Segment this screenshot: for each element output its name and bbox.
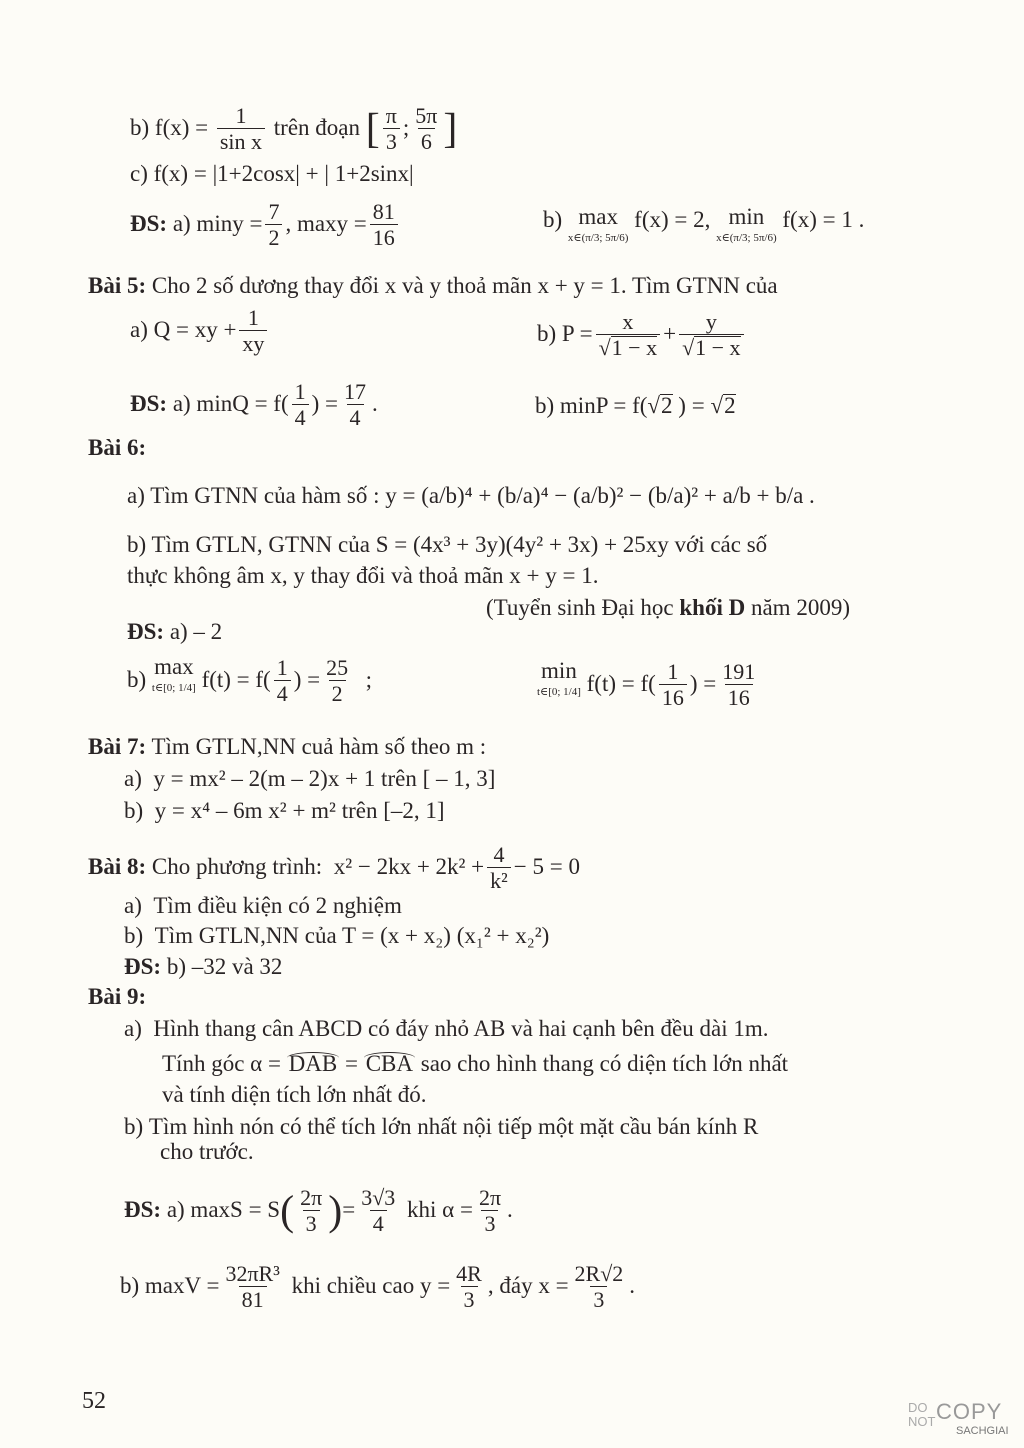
operator: min xyxy=(541,658,577,683)
radicand: 1 − x xyxy=(695,335,741,360)
numerator: 4 xyxy=(493,842,505,867)
max-operator xyxy=(568,206,629,244)
text: = xyxy=(344,1051,358,1076)
fraction xyxy=(265,200,282,251)
text: f(x) = 2, xyxy=(634,207,711,232)
text: − 5 = 0 xyxy=(513,853,580,879)
exercise-9a-line3 xyxy=(162,1081,426,1109)
fraction xyxy=(659,660,687,711)
denominator: sin x xyxy=(217,128,265,155)
answer-9b xyxy=(120,1262,635,1313)
exercise-9a-line1 xyxy=(124,1015,769,1043)
text: ) = xyxy=(293,666,321,692)
text: sao cho hình thang có diện tích lớn nhất xyxy=(420,1051,789,1076)
text: + xyxy=(663,320,677,346)
answer-label: ĐS: xyxy=(130,210,168,236)
denominator: √1 − x xyxy=(596,334,661,361)
domain: x∈(π/3; 5π/6) xyxy=(567,232,629,244)
exercise-6b-line1 xyxy=(127,531,767,559)
fraction xyxy=(358,1186,398,1237)
numerator: 1 xyxy=(294,379,306,404)
denominator: 3 xyxy=(303,1210,320,1237)
text: Hình thang cân ABCD có đáy nhỏ AB và hai cạnh bên đều dài 1m. xyxy=(153,1016,769,1041)
answer-label: ĐS: xyxy=(124,954,162,979)
answer-9a xyxy=(124,1186,513,1237)
answer-label: ĐS: xyxy=(130,390,168,416)
exercise-9-title xyxy=(88,983,146,1011)
right-paren: ) xyxy=(328,1188,343,1235)
denominator: 4 xyxy=(274,680,291,707)
domain: x∈(π/3; 5π/6) xyxy=(716,232,777,244)
text: y = mx² – 2(m – 2)x + 1 trên [ – 1, 3] xyxy=(153,766,496,791)
denominator: 2 xyxy=(329,680,346,707)
fraction xyxy=(412,104,440,155)
exercise-5a xyxy=(130,306,270,357)
left-bracket: [ xyxy=(365,106,380,153)
exercise-4c-line xyxy=(130,160,414,188)
exercise-label: Bài 8: xyxy=(88,853,147,879)
numerator: 2π xyxy=(300,1185,323,1210)
text: cho trước. xyxy=(160,1139,254,1164)
text: b) P = xyxy=(537,320,593,346)
text: . xyxy=(629,1272,636,1298)
numerator: 1 xyxy=(667,659,679,684)
exercise-8b xyxy=(124,922,549,950)
fraction xyxy=(596,310,661,361)
exercise-6-title xyxy=(88,434,146,462)
fraction xyxy=(487,843,511,894)
fraction xyxy=(222,1262,282,1313)
operator: max xyxy=(154,654,194,679)
text: a) xyxy=(124,1016,142,1041)
text: = xyxy=(342,1196,356,1222)
text: b) minP = f( xyxy=(535,393,648,418)
numerator: 1 xyxy=(276,655,288,680)
text: b) xyxy=(124,923,144,948)
expression: a/b)⁴ + (b/a)⁴ − (a/b)² − (b/a)² + a/b + b/a . xyxy=(428,483,815,508)
answer-8 xyxy=(124,953,282,981)
numerator: x xyxy=(622,309,634,334)
denominator: 81 xyxy=(239,1286,267,1313)
fraction xyxy=(370,200,398,251)
denominator: 16 xyxy=(725,684,753,711)
exercise-5-title xyxy=(88,272,778,300)
text: f(t) = f( xyxy=(201,666,271,692)
exercise-8-title xyxy=(88,843,580,894)
logo-sachgiai: SACHGIAI xyxy=(956,1425,1009,1437)
domain: t∈[0; 1/4] xyxy=(537,686,581,698)
text: Tính góc α = xyxy=(162,1051,281,1076)
text: f(x) = 1 . xyxy=(782,207,865,232)
fraction xyxy=(292,380,309,431)
exercise-label: Bài 7: xyxy=(88,734,147,759)
exercise-5b xyxy=(537,310,747,361)
logo-do-not: DO NOT xyxy=(908,1400,936,1429)
numerator: 1 xyxy=(235,103,247,128)
page-number: 52 xyxy=(82,1388,106,1414)
denominator: 6 xyxy=(418,128,435,155)
fraction xyxy=(274,656,291,707)
fraction xyxy=(323,656,351,707)
fraction xyxy=(341,380,369,431)
text: trên đoạn xyxy=(273,114,361,140)
exercise-6b-line2 xyxy=(127,562,599,590)
text: x² − 2kx + 2k² + xyxy=(333,853,485,879)
answer-5a xyxy=(130,380,378,431)
numerator: 5π xyxy=(415,103,438,128)
text: khi α = xyxy=(407,1196,473,1222)
numerator: 81 xyxy=(372,199,395,224)
numerator: y xyxy=(705,309,717,334)
angle: DAB xyxy=(288,1051,338,1076)
text: b) maxV = xyxy=(120,1272,220,1298)
fraction xyxy=(217,104,265,155)
exercise-4b-line xyxy=(130,104,457,155)
text-bold: khối D xyxy=(679,595,746,620)
answer-6b-min xyxy=(537,660,761,711)
text: Tìm GTLN,NN của T = (x + x₂) (x₁² + x₂²) xyxy=(154,923,550,948)
denominator: 16 xyxy=(659,684,687,711)
text: , maxy = xyxy=(285,210,367,236)
numerator: 2π xyxy=(478,1185,502,1210)
angle: CBA xyxy=(365,1051,414,1076)
answer-4a xyxy=(130,200,401,251)
exercise-6a xyxy=(127,482,815,510)
min-operator xyxy=(537,660,581,698)
operator: min xyxy=(728,204,765,229)
separator: ; xyxy=(402,114,410,140)
right-bracket: ] xyxy=(443,106,458,153)
text: , đáy x = xyxy=(487,1272,569,1298)
denominator: 3 xyxy=(590,1286,607,1313)
denominator: 3 xyxy=(481,1210,498,1237)
answer-label: ĐS: xyxy=(127,619,165,644)
answer-6a xyxy=(127,618,222,646)
text: b) Tìm GTLN, GTNN của S = (4x³ + 3y)(4y² + 3x) + 25xy với các số xyxy=(127,532,768,557)
numerator: 2R√2 xyxy=(574,1261,624,1286)
text: f(t) = f( xyxy=(586,670,656,696)
text: thực không âm x, y thay đổi và thoả mãn x + y = 1. xyxy=(127,563,599,588)
fraction xyxy=(572,1262,627,1313)
text: b) xyxy=(127,666,147,692)
text: a) – 2 xyxy=(169,619,223,644)
text: b) xyxy=(124,1114,144,1139)
numerator: 7 xyxy=(268,199,280,224)
numerator: 191 xyxy=(722,659,756,684)
exercise-label: Bài 5: xyxy=(88,273,147,298)
exercise-7b xyxy=(124,797,445,825)
denominator: 3 xyxy=(461,1286,478,1313)
text: ) = xyxy=(311,390,339,416)
numerator: 3√3 xyxy=(361,1185,396,1210)
fraction xyxy=(476,1186,504,1237)
text: năm 2009) xyxy=(745,595,850,620)
answer-label: ĐS: xyxy=(124,1196,162,1222)
numerator: π xyxy=(385,103,397,128)
numerator: 17 xyxy=(344,379,367,404)
text: . xyxy=(372,390,378,416)
logo-copy: COPY xyxy=(936,1399,1003,1424)
fraction xyxy=(239,306,267,357)
text: c) f(x) = |1+2cosx| + | 1+2sinx| xyxy=(130,161,414,186)
denominator: 3 xyxy=(383,128,400,155)
denominator: 4 xyxy=(292,404,309,431)
text: b) f(x) = xyxy=(130,114,209,140)
numerator: 4R xyxy=(456,1261,482,1286)
fraction xyxy=(453,1262,485,1313)
text: b) xyxy=(124,798,144,823)
exercise-9b-line2 xyxy=(160,1138,254,1166)
left-paren: ( xyxy=(280,1188,295,1235)
text: Tìm GTLN,NN cuả hàm số theo m : xyxy=(151,734,487,759)
numerator: 25 xyxy=(326,655,349,680)
fraction xyxy=(383,104,400,155)
fraction xyxy=(719,660,758,711)
exercise-9a-line2 xyxy=(162,1050,788,1078)
text: a) Tìm GTNN của hàm số : y = ( xyxy=(127,483,429,508)
text: ; xyxy=(365,666,373,692)
max-operator xyxy=(152,656,196,694)
text: a) xyxy=(124,766,142,791)
text: a) miny = xyxy=(172,210,263,236)
answer-6b-max xyxy=(127,656,372,707)
min-operator xyxy=(716,206,777,244)
radicand: 1 − x xyxy=(611,335,658,360)
watermark-logo xyxy=(906,1399,1009,1439)
domain: t∈[0; 1/4] xyxy=(151,682,196,694)
text: ) = xyxy=(689,670,717,696)
radicand: 2 xyxy=(661,393,673,418)
operator: max xyxy=(578,204,618,229)
denominator: k² xyxy=(487,867,511,894)
denominator: 4 xyxy=(370,1210,387,1237)
exercise-8a xyxy=(124,892,402,920)
numerator: 32πR³ xyxy=(225,1261,280,1286)
exercise-label: Bài 9: xyxy=(88,984,147,1009)
text: Tìm hình nón có thể tích lớn nhất nội tiếp một mặt cầu bán kính R xyxy=(148,1114,759,1139)
text: Cho phương trình: xyxy=(151,853,323,879)
text: Tìm điều kiện có 2 nghiệm xyxy=(153,893,402,918)
exercise-9b-line1 xyxy=(124,1113,758,1141)
fraction xyxy=(679,310,744,361)
text: a) Q = xy + xyxy=(130,316,237,342)
text: . xyxy=(507,1196,513,1222)
text: Cho 2 số dương thay đổi x và y thoả mãn x + y = 1. Tìm GTNN của xyxy=(151,273,778,298)
answer-4b xyxy=(543,206,864,244)
exercise-7a xyxy=(124,765,495,793)
denominator: xy xyxy=(239,330,267,357)
text: a) minQ = f( xyxy=(172,390,289,416)
text: a) xyxy=(124,893,142,918)
text: b) xyxy=(543,207,563,232)
fraction xyxy=(297,1186,325,1237)
text: y = x⁴ – 6m x² + m² trên [–2, 1] xyxy=(154,798,445,823)
radicand: 2 xyxy=(724,393,736,418)
exercise-label: Bài 6: xyxy=(88,435,147,460)
denominator: 2 xyxy=(265,224,282,251)
denominator: 16 xyxy=(370,224,398,251)
denominator: √1 − x xyxy=(679,334,744,361)
text: a) maxS = S xyxy=(166,1196,281,1222)
exercise-7-title xyxy=(88,733,486,761)
denominator: 4 xyxy=(347,404,364,431)
source-note xyxy=(486,594,850,622)
text: (Tuyển sinh Đại học xyxy=(486,595,680,620)
text: và tính diện tích lớn nhất đó. xyxy=(162,1082,427,1107)
numerator: 1 xyxy=(247,305,259,330)
text: b) –32 và 32 xyxy=(166,954,283,979)
text: ) = xyxy=(678,393,705,418)
text: khi chiều cao y = xyxy=(291,1272,451,1298)
answer-5b: b) minP = f(√2 ) = √2 xyxy=(535,393,736,418)
